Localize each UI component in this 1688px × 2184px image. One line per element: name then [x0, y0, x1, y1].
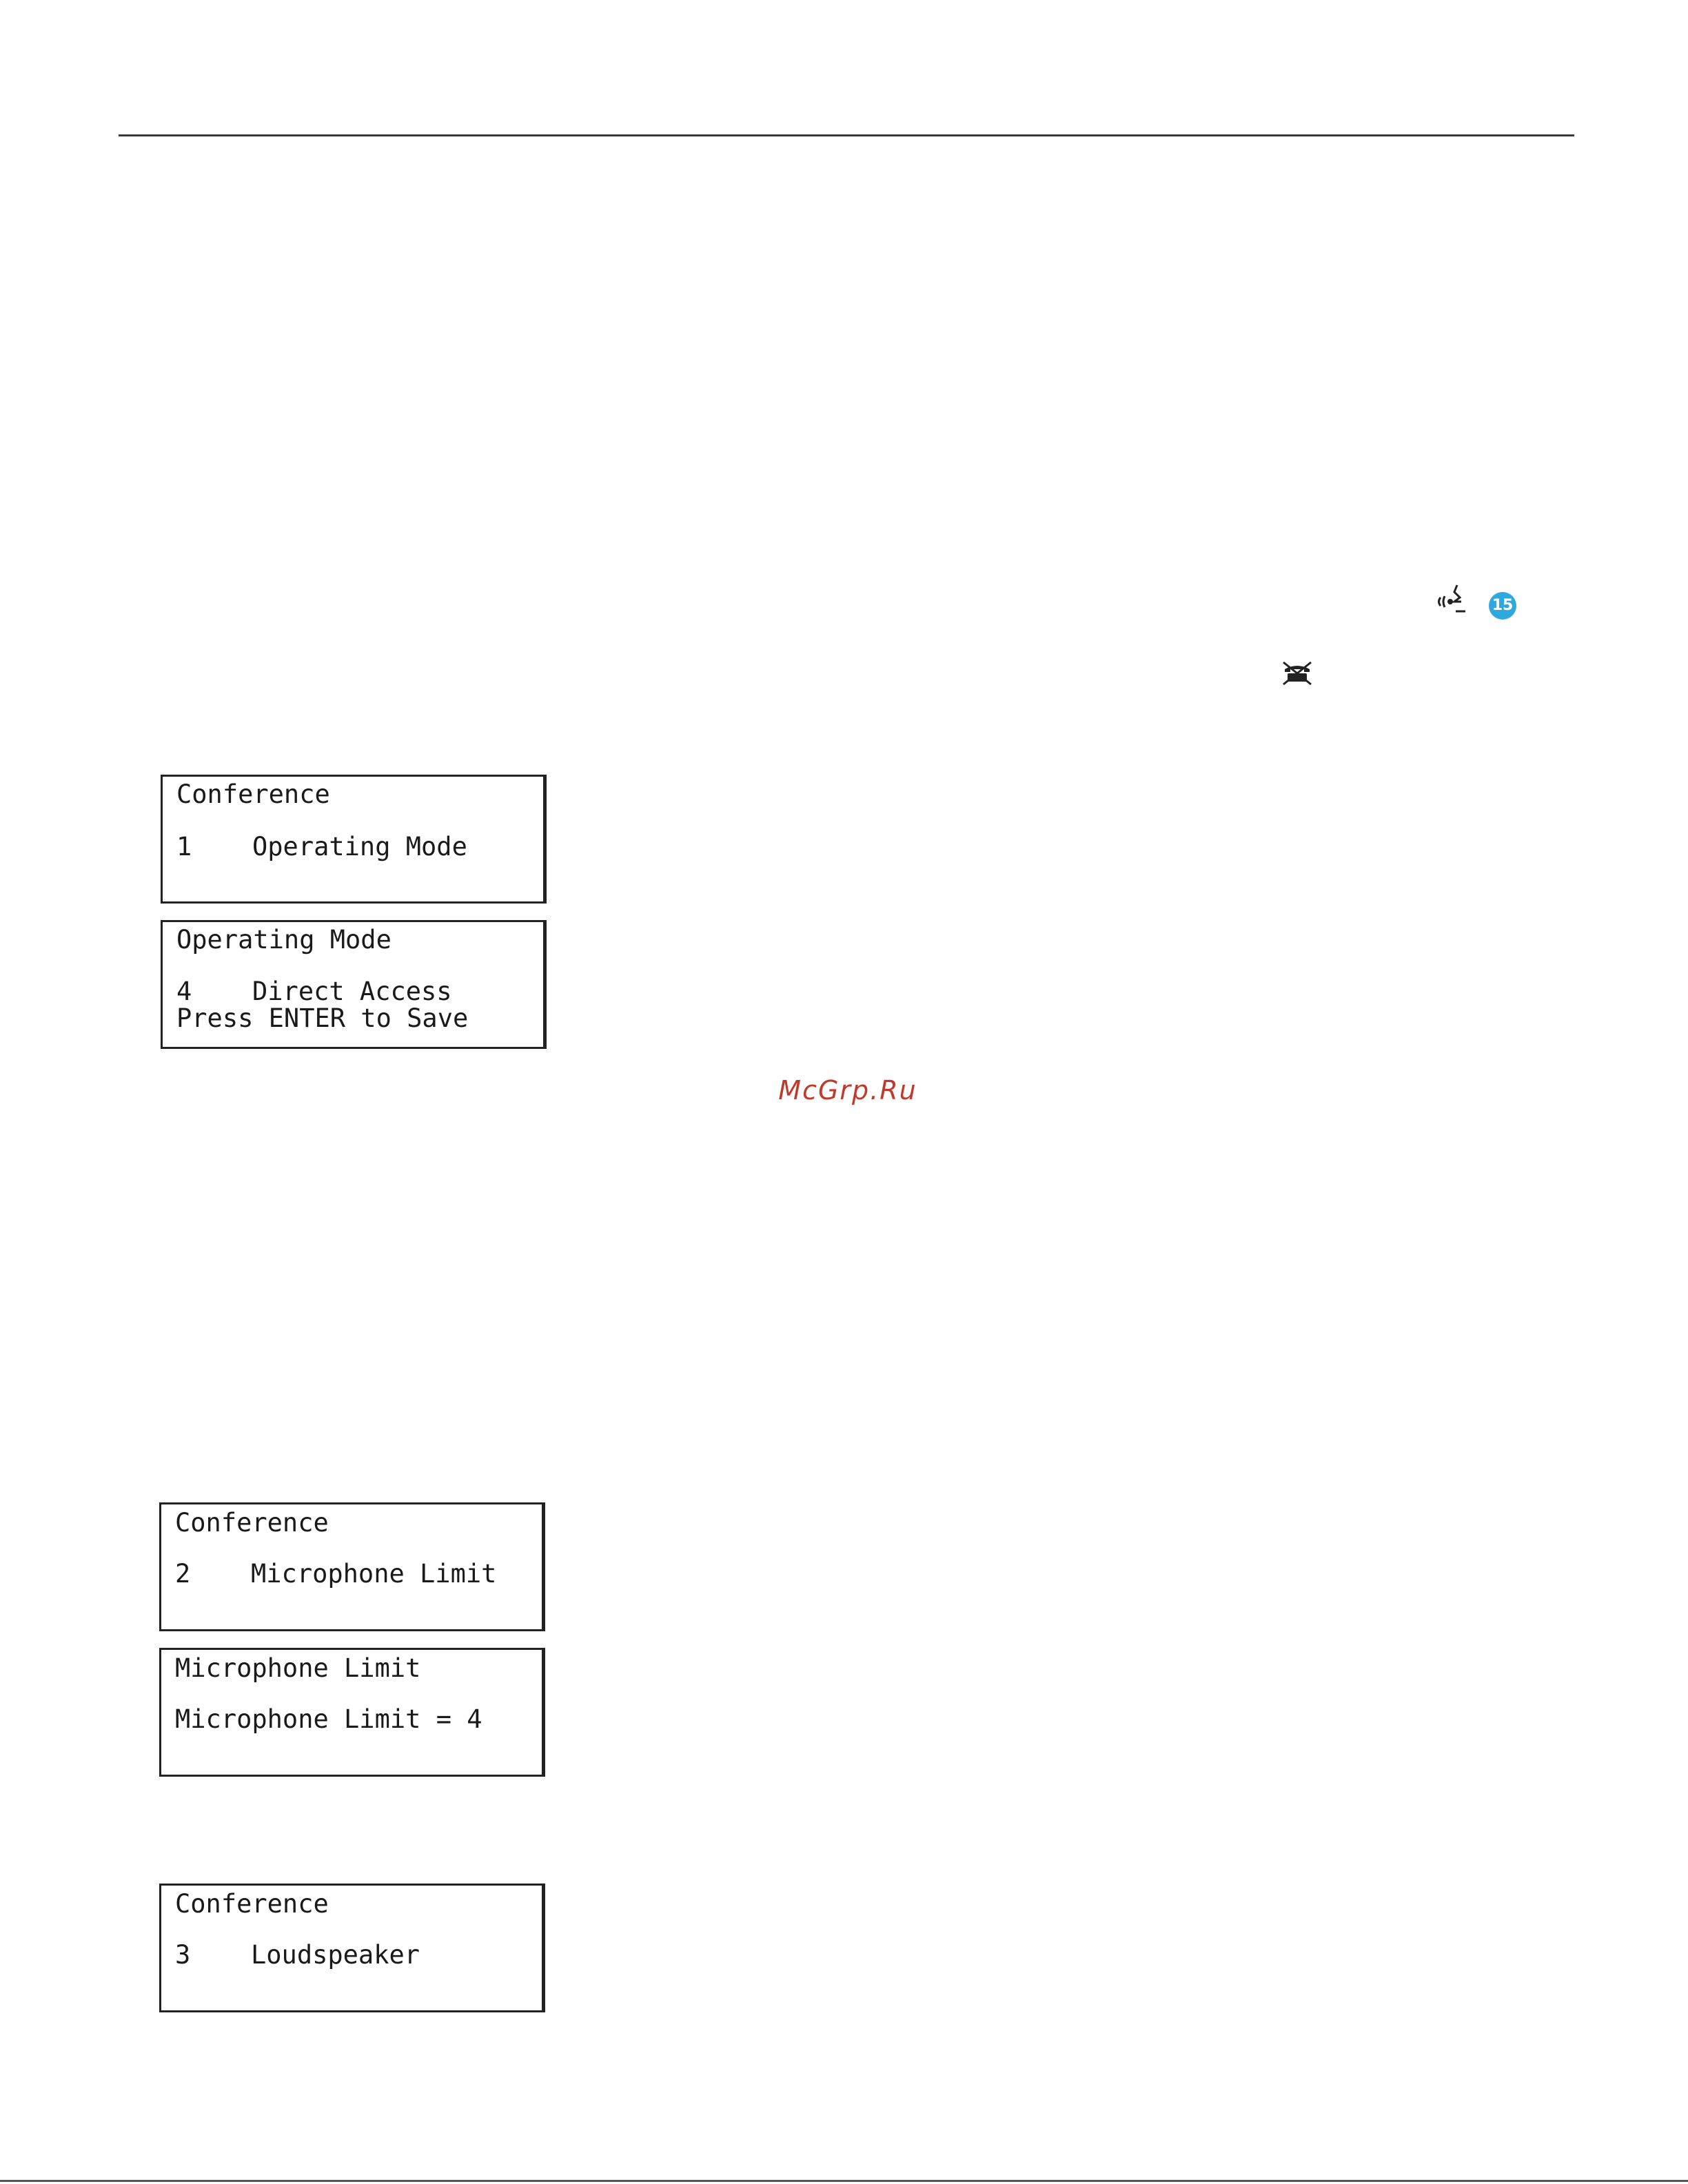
lcd-display-conference-loudspeaker [159, 1884, 545, 2012]
voice-speaker-icon [1436, 582, 1478, 617]
lcd-item-label: Direct Access [252, 977, 452, 1006]
lcd-menu-item [176, 833, 467, 861]
lcd-item-number: 3 [175, 1940, 191, 1970]
lcd-display-operating-mode [161, 920, 547, 1049]
mute-telephone-icon [1281, 660, 1314, 687]
lcd-value-line: Microphone Limit = 4 [175, 1704, 482, 1734]
lcd-item-label: Operating Mode [252, 832, 467, 861]
lcd-display-microphone-limit [159, 1648, 545, 1777]
lcd-title: Microphone Limit [175, 1653, 421, 1683]
lcd-display-conference-operating-mode [161, 775, 547, 904]
watermark: McGrp.Ru [778, 1075, 917, 1105]
step-badge-icon: 15 [1489, 592, 1516, 620]
lcd-title: Conference [175, 1508, 329, 1538]
lcd-title: Conference [176, 779, 330, 809]
header-rule [119, 134, 1574, 136]
lcd-title: Operating Mode [176, 925, 392, 955]
lcd-footer: Press ENTER to Save [176, 1003, 469, 1033]
lcd-item-number: 2 [175, 1559, 191, 1589]
lcd-item-label: Loudspeaker [251, 1940, 420, 1970]
lcd-menu-item [175, 1560, 496, 1588]
lcd-display-conference-microphone-limit [159, 1502, 545, 1631]
lcd-title: Conference [175, 1889, 329, 1919]
lcd-item-label: Microphone Limit [251, 1559, 497, 1589]
footer-rule [0, 2180, 1688, 2182]
lcd-menu-item [176, 978, 452, 1006]
lcd-item-number: 1 [176, 832, 192, 861]
lcd-item-number: 4 [176, 977, 192, 1006]
lcd-menu-item [175, 1941, 420, 1969]
